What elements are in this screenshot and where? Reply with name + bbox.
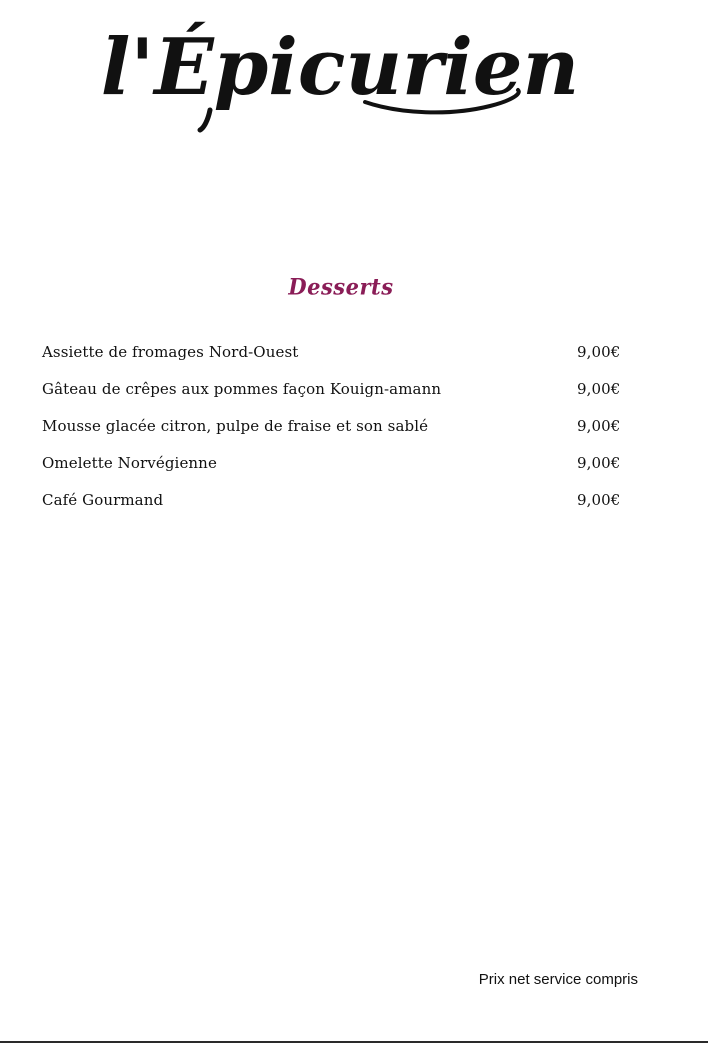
logo-wordmark: l'Épicurien xyxy=(100,22,580,113)
menu-item-price: 9,00€ xyxy=(577,491,621,509)
menu-item-price: 9,00€ xyxy=(577,454,621,472)
menu-item xyxy=(42,340,642,377)
restaurant-logo xyxy=(100,2,580,134)
menu-item xyxy=(42,488,642,525)
menu-item-name: Assiette de fromages Nord-Ouest xyxy=(42,343,299,361)
menu-item-price: 9,00€ xyxy=(577,417,621,435)
menu-item xyxy=(42,377,642,414)
menu-item xyxy=(42,451,642,488)
menu-item-name: Café Gourmand xyxy=(42,491,164,509)
price-note: Prix net service compris xyxy=(478,971,638,988)
menu-item-price: 9,00€ xyxy=(577,343,621,361)
section-title: Desserts xyxy=(288,273,394,300)
menu-item-name: Omelette Norvégienne xyxy=(42,454,217,472)
menu-item xyxy=(42,414,642,451)
menu-item-name: Gâteau de crêpes aux pommes façon Kouign-amann xyxy=(42,380,442,398)
menu-item-name: Mousse glacée citron, pulpe de fraise et son sablé xyxy=(42,417,429,435)
menu-item-price: 9,00€ xyxy=(577,380,621,398)
dessert-menu-list xyxy=(42,340,642,525)
